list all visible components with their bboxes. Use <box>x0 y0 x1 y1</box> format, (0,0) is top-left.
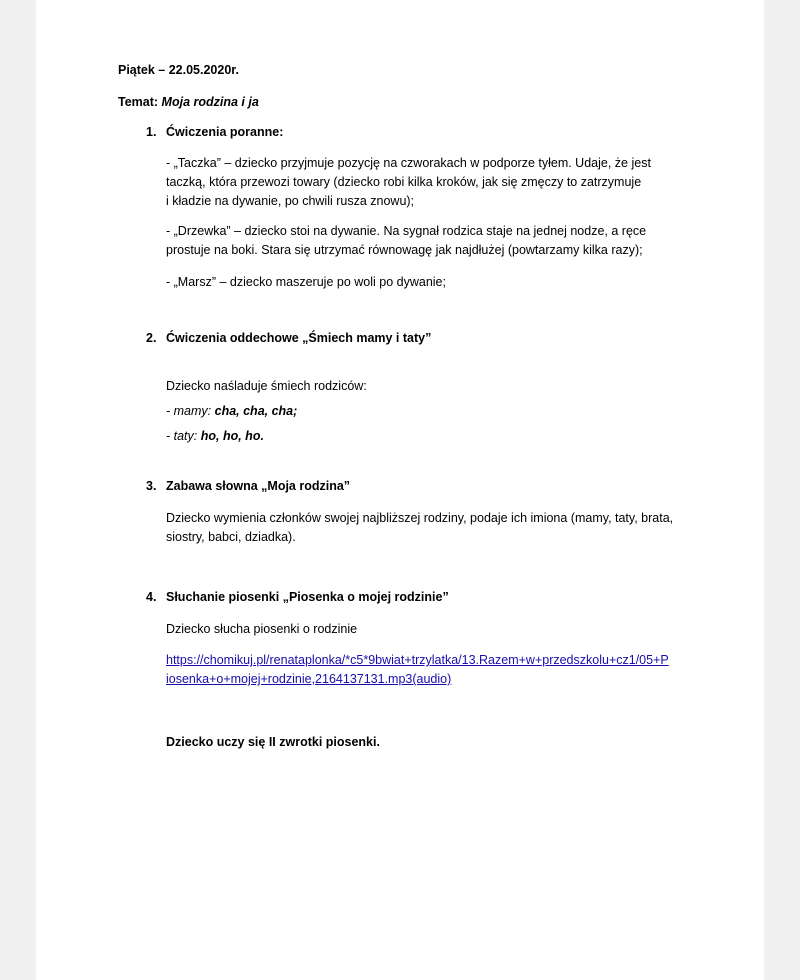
item-drzewka-line1: - „Drzewka” – dziecko stoi na dywanie. Na sygnał rodzica staje na jednej nodze, a ręce <box>166 224 647 238</box>
section-3-number: 3. <box>146 479 157 493</box>
topic-line <box>118 94 259 110</box>
song-link-line1[interactable]: https://chomikuj.pl/renataplonka/*c5*9bwiat+trzylatka/13.Razem+w+przedszkolu+cz1/05+P <box>166 653 669 667</box>
section-2-title: Ćwiczenia oddechowe „Śmiech mamy i taty” <box>166 331 432 345</box>
section-1-number: 1. <box>146 125 157 139</box>
tata-prefix: - taty: <box>166 429 198 443</box>
mama-sound: cha, cha, cha; <box>214 404 298 418</box>
section-3-line1: Dziecko wymienia członków swojej najbliższej rodziny, podaje ich imiona (mamy, taty, brata, <box>166 511 674 525</box>
section-4-line1: Dziecko słucha piosenki o rodzinie <box>166 622 358 636</box>
section-1-title: Ćwiczenia poranne: <box>166 125 284 139</box>
tata-line <box>166 428 264 444</box>
item-drzewka-line2: prostuje na boki. Stara się utrzymać równowagę jak najdłużej (powtarzamy kilka razy); <box>166 243 643 257</box>
item-taczka-line2: taczką, która przewozi towary (dziecko robi kilka kroków, jak się zmęczy to zatrzymuje <box>166 175 642 189</box>
item-taczka-line3: i kładzie na dywanie, po chwili rusza znowu); <box>166 194 415 208</box>
section-2-intro: Dziecko naśladuje śmiech rodziców: <box>166 379 367 393</box>
section-4-number: 4. <box>146 590 157 604</box>
closing-line: Dziecko uczy się II zwrotki piosenki. <box>166 735 380 749</box>
song-link-line2[interactable]: iosenka+o+mojej+rodzinie,2164137131.mp3(audio) <box>166 672 452 686</box>
item-taczka-line1: - „Taczka” – dziecko przyjmuje pozycję na czworakach w podporze tyłem. Udaje, że jest <box>166 156 651 170</box>
section-4-title: Słuchanie piosenki „Piosenka o mojej rodzinie” <box>166 590 449 604</box>
section-3-line2: siostry, babci, dziadka). <box>166 530 296 544</box>
section-3-title: Zabawa słowna „Moja rodzina” <box>166 479 351 493</box>
mama-prefix: - mamy: <box>166 404 212 418</box>
date-line: Piątek – 22.05.2020r. <box>118 63 239 77</box>
tata-sound: ho, ho, ho. <box>200 429 264 443</box>
mama-line <box>166 403 297 419</box>
topic-title: Moja rodzina i ja <box>161 95 259 109</box>
topic-label: Temat: <box>118 95 159 109</box>
item-marsz-line1: - „Marsz” – dziecko maszeruje po woli po dywanie; <box>166 275 446 289</box>
document-page <box>36 0 764 980</box>
section-2-number: 2. <box>146 331 157 345</box>
